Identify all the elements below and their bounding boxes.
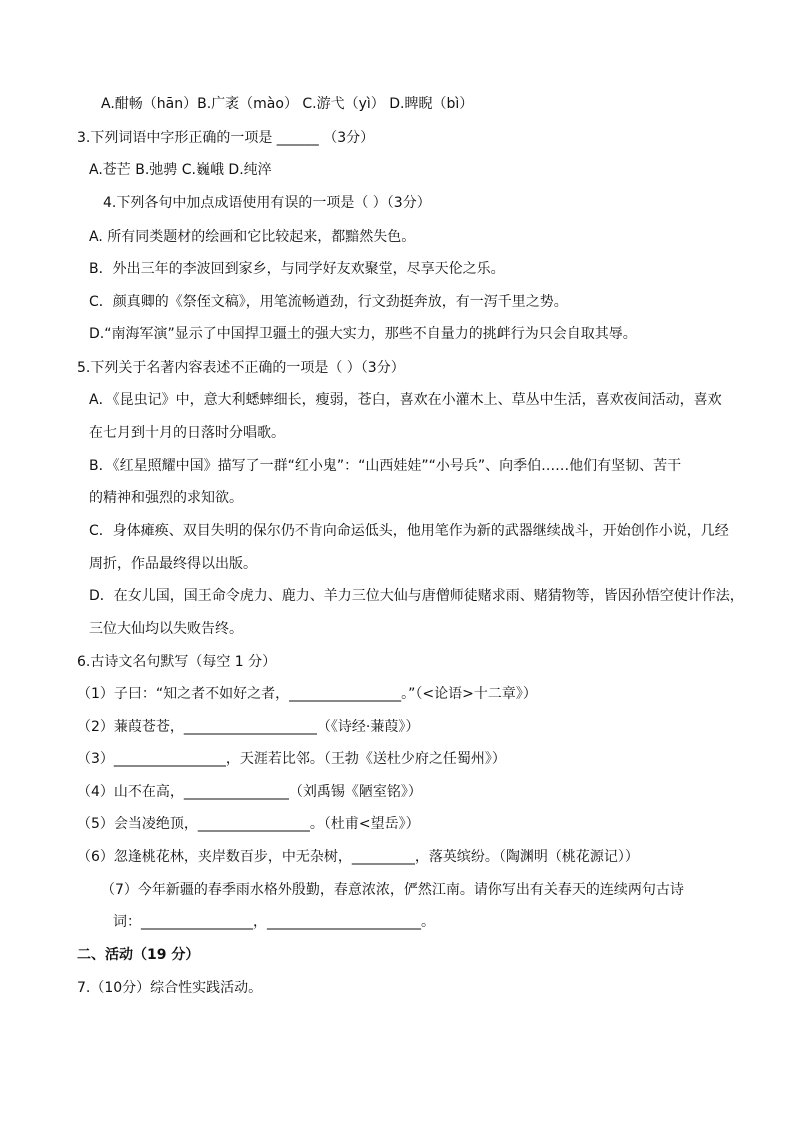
q3-options: A.苍芒 B.弛骋 C.巍峨 D.纯淬	[89, 162, 272, 178]
q6-stem: 6.古诗文名句默写（每空 1 分）	[77, 654, 277, 670]
q6-item-7-line1: （7）今年新疆的春季雨水格外殷勤，春意浓浓，俨然江南。请你写出有关春天的连续两句古诗	[101, 882, 684, 898]
section-2-heading: 二、活动（19 分）	[77, 947, 200, 963]
q4-option-d: D.“南海军演”显示了中国捍卫疆土的强大实力，那些不自量力的挑衅行为只会自取其辱。	[89, 326, 637, 342]
q6-item-2: （2）蒹葭苍苍，___________________（《诗经·蒹葭》）	[77, 719, 420, 735]
q2-options: A.酣畅（hān）B.广袤（mào） C.游弋（yì） D.睥睨（bì）	[101, 96, 474, 112]
q5-option-d-line1: D．在女儿国，国王命令虎力、鹿力、羊力三位大仙与唐僧师徒赌求雨、赌猜物等，皆因孙悟空使计作法，	[89, 588, 744, 604]
q5-option-c-line1: C．身体瘫痪、双目失明的保尔仍不肯向命运低头，他用笔作为新的武器继续战斗，开始创作小说，几经	[89, 523, 729, 539]
q6-item-5: （5）会当凌绝顶，________________。（杜甫<望岳》）	[77, 816, 420, 832]
q5-option-d-line2: 三位大仙均以失败告终。	[89, 621, 243, 637]
q6-item-7-line2: 词：________________，______________________。	[113, 914, 435, 930]
q6-item-4: （4）山不在高，_______________（刘禹锡《陋室铭》）	[77, 784, 422, 800]
q4-option-a: A. 所有同类题材的绘画和它比较起来，都黯然失色。	[89, 229, 416, 245]
q4-option-c: C．颜真卿的《祭侄文稿》，用笔流畅遒劲，行文劲挺奔放，有一泻千里之势。	[89, 294, 568, 310]
q4-option-b: B．外出三年的李波回到家乡，与同学好友欢聚堂，尽享天伦之乐。	[89, 261, 505, 277]
q5-option-b-line2: 的精神和强烈的求知欲。	[89, 490, 243, 506]
q6-item-3: （3）________________，天涯若比邻。（王勃《送杜少府之任蜀州》）	[77, 751, 506, 767]
q4-stem: 4.下列各句中加点成语使用有误的一项是（ ）（3分）	[103, 195, 431, 211]
q3-stem: 3.下列词语中字形正确的一项是 ______ （3分）	[77, 130, 375, 146]
q5-option-a-line1: A．《昆虫记》中，意大利蟋蟀细长，瘦弱，苍白，喜欢在小灌木上、草丛中生活，喜欢夜间活动，喜欢	[89, 392, 722, 408]
q6-item-6: （6）忽逢桃花林，夹岸数百步，中无杂树，_________，落英缤纷。（陶渊明（桃花源记））	[77, 849, 639, 865]
q6-item-1: （1）子曰：“知之者不如好之者，________________。”（<论语>十二章》）	[77, 686, 537, 702]
q5-option-c-line2: 周折，作品最终得以出版。	[89, 556, 257, 572]
q7-stem: 7.（10分）综合性实践活动。	[77, 980, 263, 996]
q5-option-a-line2: 在七月到十月的日落时分唱歌。	[89, 425, 285, 441]
q5-option-b-line1: B．《红星照耀中国》描写了一群“红小鬼”：“山西娃娃”“小号兵”、向季伯……他们有坚韧、苦干	[89, 458, 682, 474]
q5-stem: 5.下列关于名著内容表述不正确的一项是（ ）（3分）	[77, 360, 405, 376]
